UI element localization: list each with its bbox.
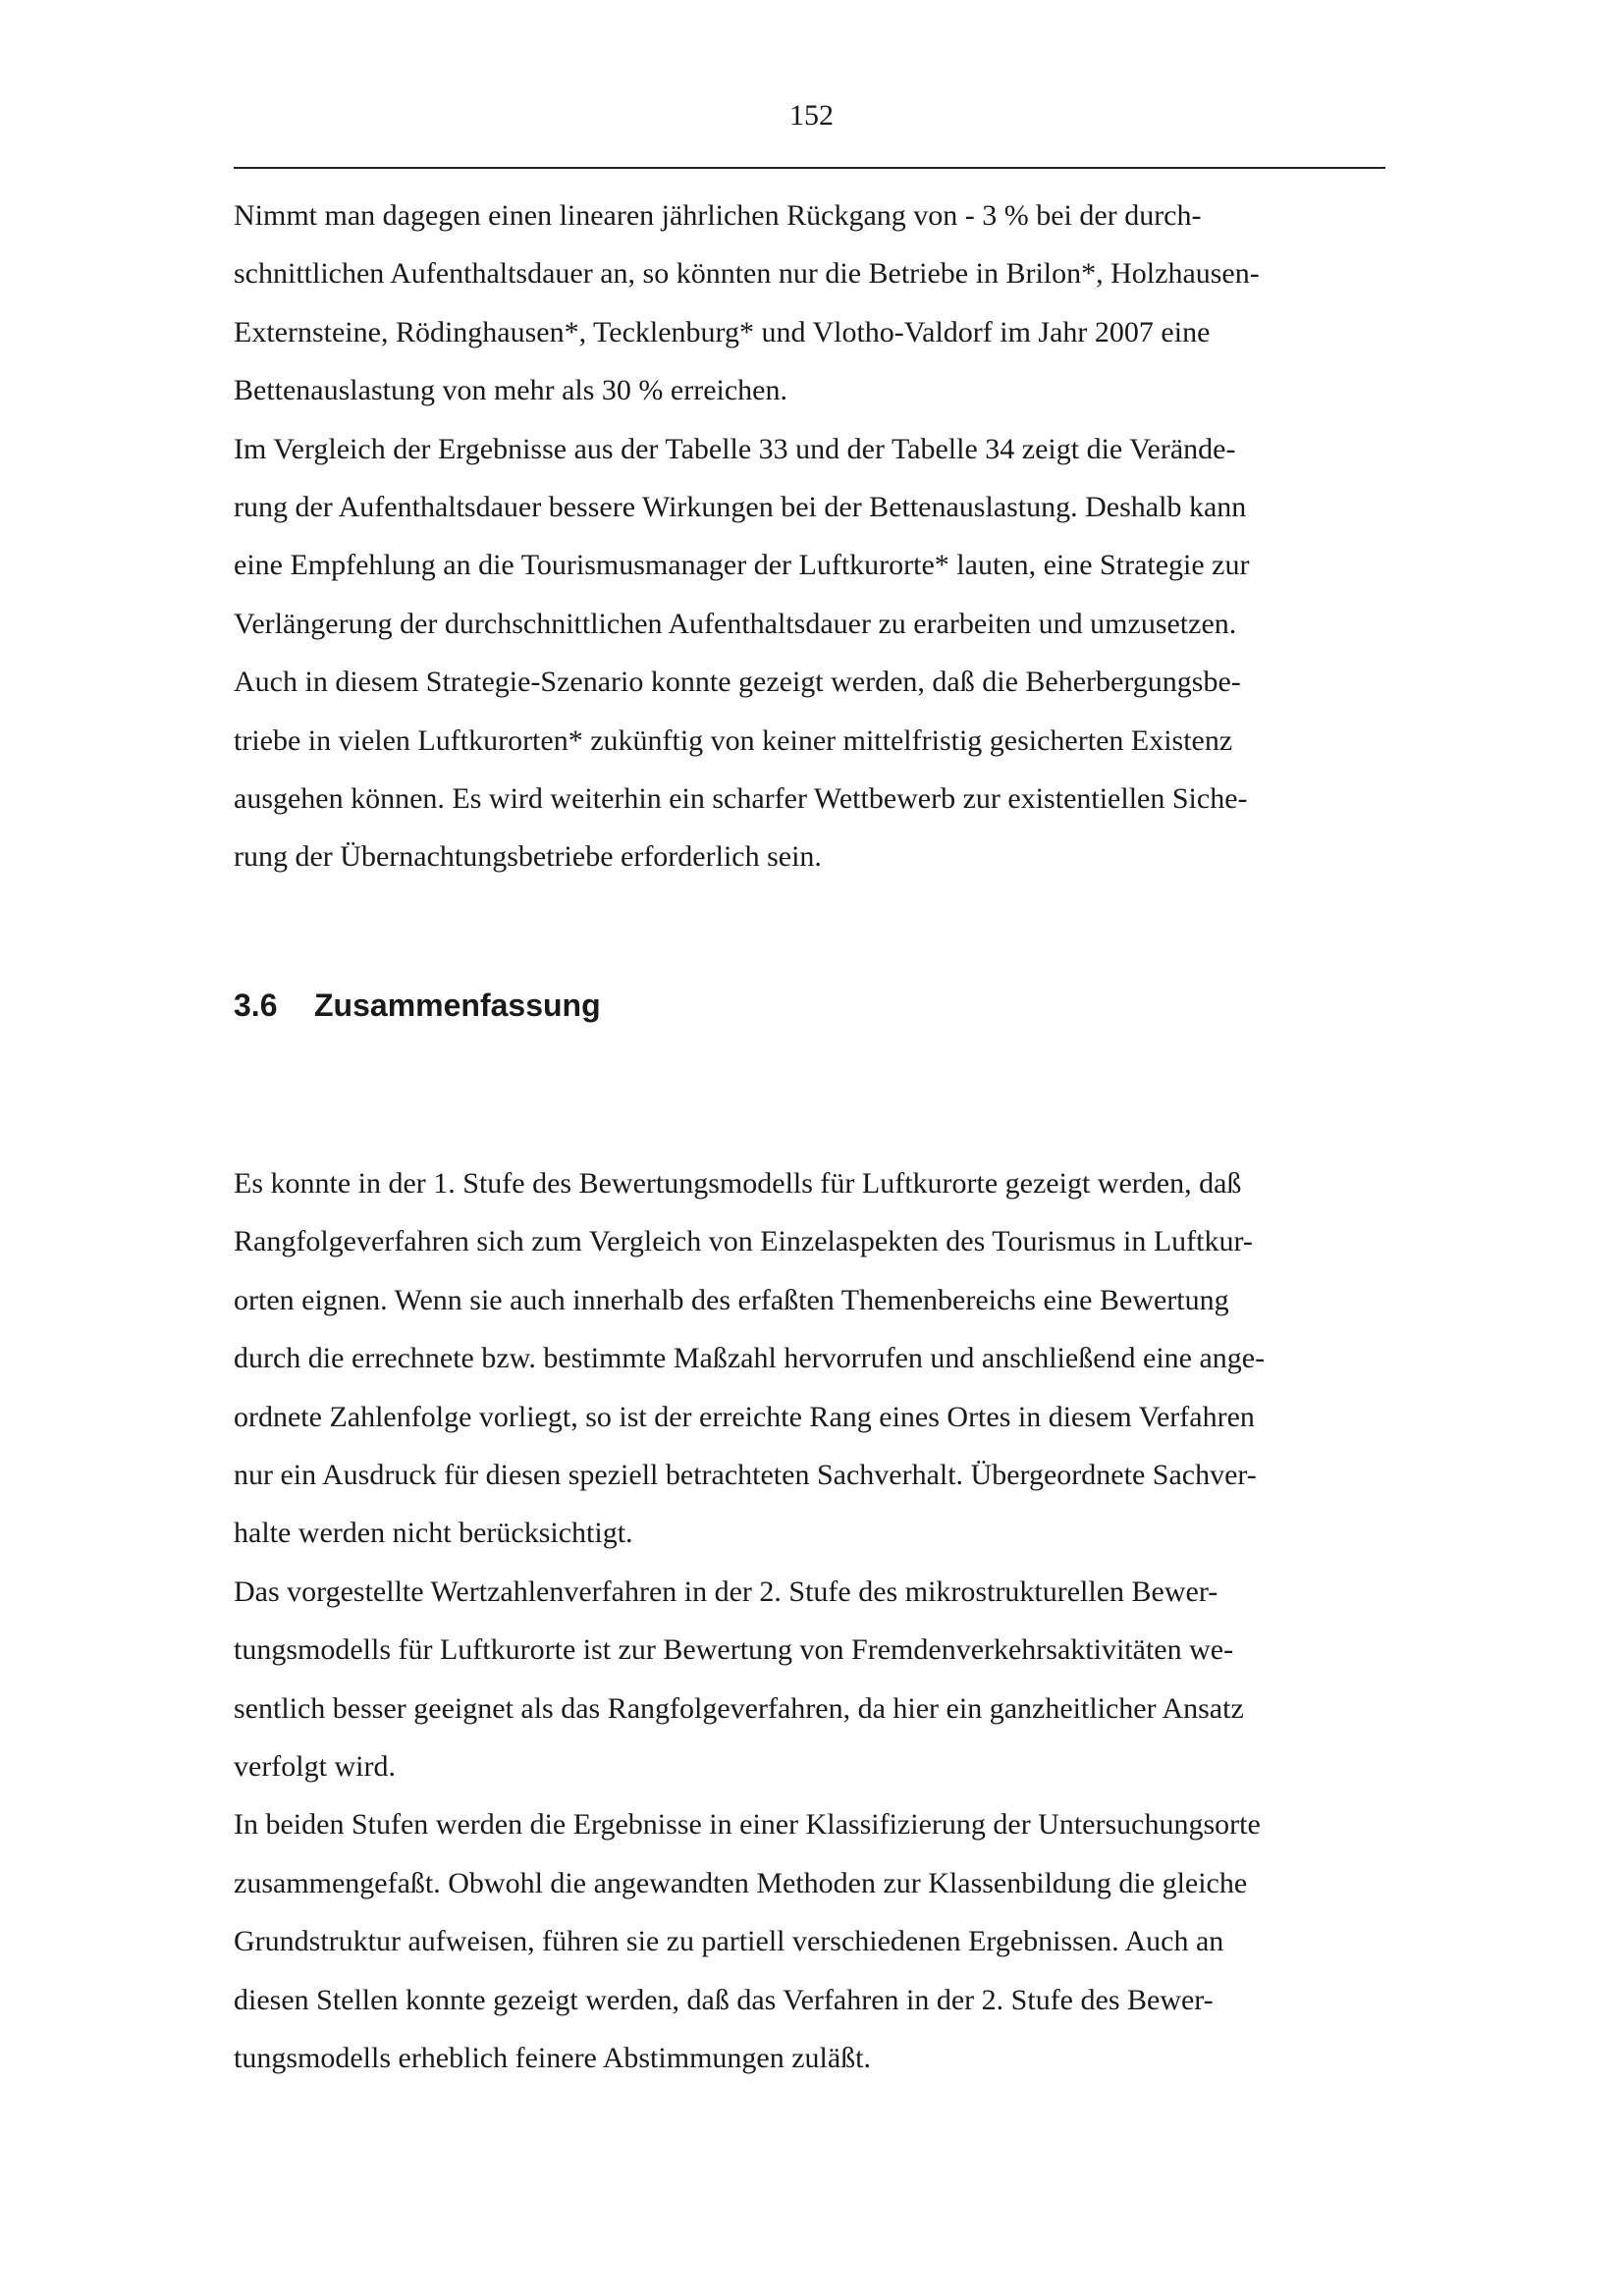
- header-rule: [234, 167, 1385, 169]
- text-line: halte werden nicht berücksichtigt.: [234, 1517, 633, 1550]
- text-line: Rangfolgeverfahren sich zum Vergleich von Einzelaspekten des Tourismus in Luftkur-: [234, 1225, 1253, 1258]
- text-line: Verlängerung der durchschnittlichen Aufenthaltsdauer zu erarbeiten und umzusetzen.: [234, 607, 1237, 640]
- text-line: verfolgt wird.: [234, 1750, 396, 1784]
- text-line: ordnete Zahlenfolge vorliegt, so ist der erreichte Rang eines Ortes in diesem Verfahren: [234, 1400, 1255, 1433]
- text-line: tungsmodells für Luftkurorte ist zur Bewertung von Fremdenverkehrsaktivitäten we-: [234, 1633, 1234, 1667]
- text-line: diesen Stellen konnte gezeigt werden, daß das Verfahren in der 2. Stufe des Bewer-: [234, 1983, 1214, 2016]
- text-line: ausgehen können. Es wird weiterhin ein scharfer Wettbewerb zur existentiellen Siche-: [234, 782, 1248, 816]
- section-title: Zusammenfassung: [314, 988, 601, 1023]
- text-line: nur ein Ausdruck für diesen speziell betrachteten Sachverhalt. Übergeordnete Sachver-: [234, 1459, 1257, 1492]
- text-line: Nimmt man dagegen einen linearen jährlichen Rückgang von - 3 % bei der durch-: [234, 199, 1202, 232]
- page-number: 152: [789, 99, 834, 132]
- section-number: 3.6: [234, 988, 278, 1023]
- text-line: zusammengefaßt. Obwohl die angewandten Methoden zur Klassenbildung die gleiche: [234, 1866, 1248, 1899]
- text-line: rung der Übernachtungsbetriebe erforderlich sein.: [234, 840, 822, 874]
- text-line: Bettenauslastung von mehr als 30 % erreichen.: [234, 374, 787, 407]
- text-line: sentlich besser geeignet als das Rangfolgeverfahren, da hier ein ganzheitlicher Ansatz: [234, 1691, 1244, 1725]
- text-line: tungsmodells erheblich feinere Abstimmungen zuläßt.: [234, 2042, 872, 2075]
- text-line: Externsteine, Rödinghausen*, Tecklenburg* und Vlotho-Valdorf im Jahr 2007 eine: [234, 315, 1211, 348]
- text-line: In beiden Stufen werden die Ergebnisse in einer Klassifizierung der Untersuchungsorte: [234, 1808, 1261, 1842]
- text-line: triebe in vielen Luftkurorten* zukünftig von keiner mittelfristig gesicherten Existenz: [234, 723, 1233, 757]
- text-line: orten eignen. Wenn sie auch innerhalb des erfaßten Themenbereichs eine Bewertung: [234, 1283, 1229, 1316]
- body-text-block-1: [234, 187, 1392, 886]
- text-line: schnittlichen Aufenthaltsdauer an, so könnten nur die Betriebe in Brilon*, Holzhausen-: [234, 257, 1260, 291]
- text-line: Es konnte in der 1. Stufe des Bewertungsmodells für Luftkurorte gezeigt werden, daß: [234, 1167, 1242, 1200]
- text-line: durch die errechnete bzw. bestimmte Maßzahl hervorrufen und anschließend eine ange-: [234, 1342, 1266, 1375]
- body-text-block-2: [234, 1154, 1392, 2088]
- text-line: rung der Aufenthaltsdauer bessere Wirkungen bei der Bettenauslastung. Deshalb kann: [234, 491, 1247, 524]
- text-line: Grundstruktur aufweisen, führen sie zu partiell verschiedenen Ergebnissen. Auch an: [234, 1925, 1224, 1958]
- section-heading: [234, 980, 601, 1031]
- text-line: Auch in diesem Strategie-Szenario konnte gezeigt werden, daß die Beherbergungsbe-: [234, 666, 1241, 699]
- text-line: Im Vergleich der Ergebnisse aus der Tabelle 33 und der Tabelle 34 zeigt die Verände-: [234, 432, 1236, 465]
- text-line: Das vorgestellte Wertzahlenverfahren in der 2. Stufe des mikrostrukturellen Bewer-: [234, 1575, 1218, 1608]
- text-line: eine Empfehlung an die Tourismusmanager der Luftkurorte* lauten, eine Strategie zur: [234, 549, 1250, 582]
